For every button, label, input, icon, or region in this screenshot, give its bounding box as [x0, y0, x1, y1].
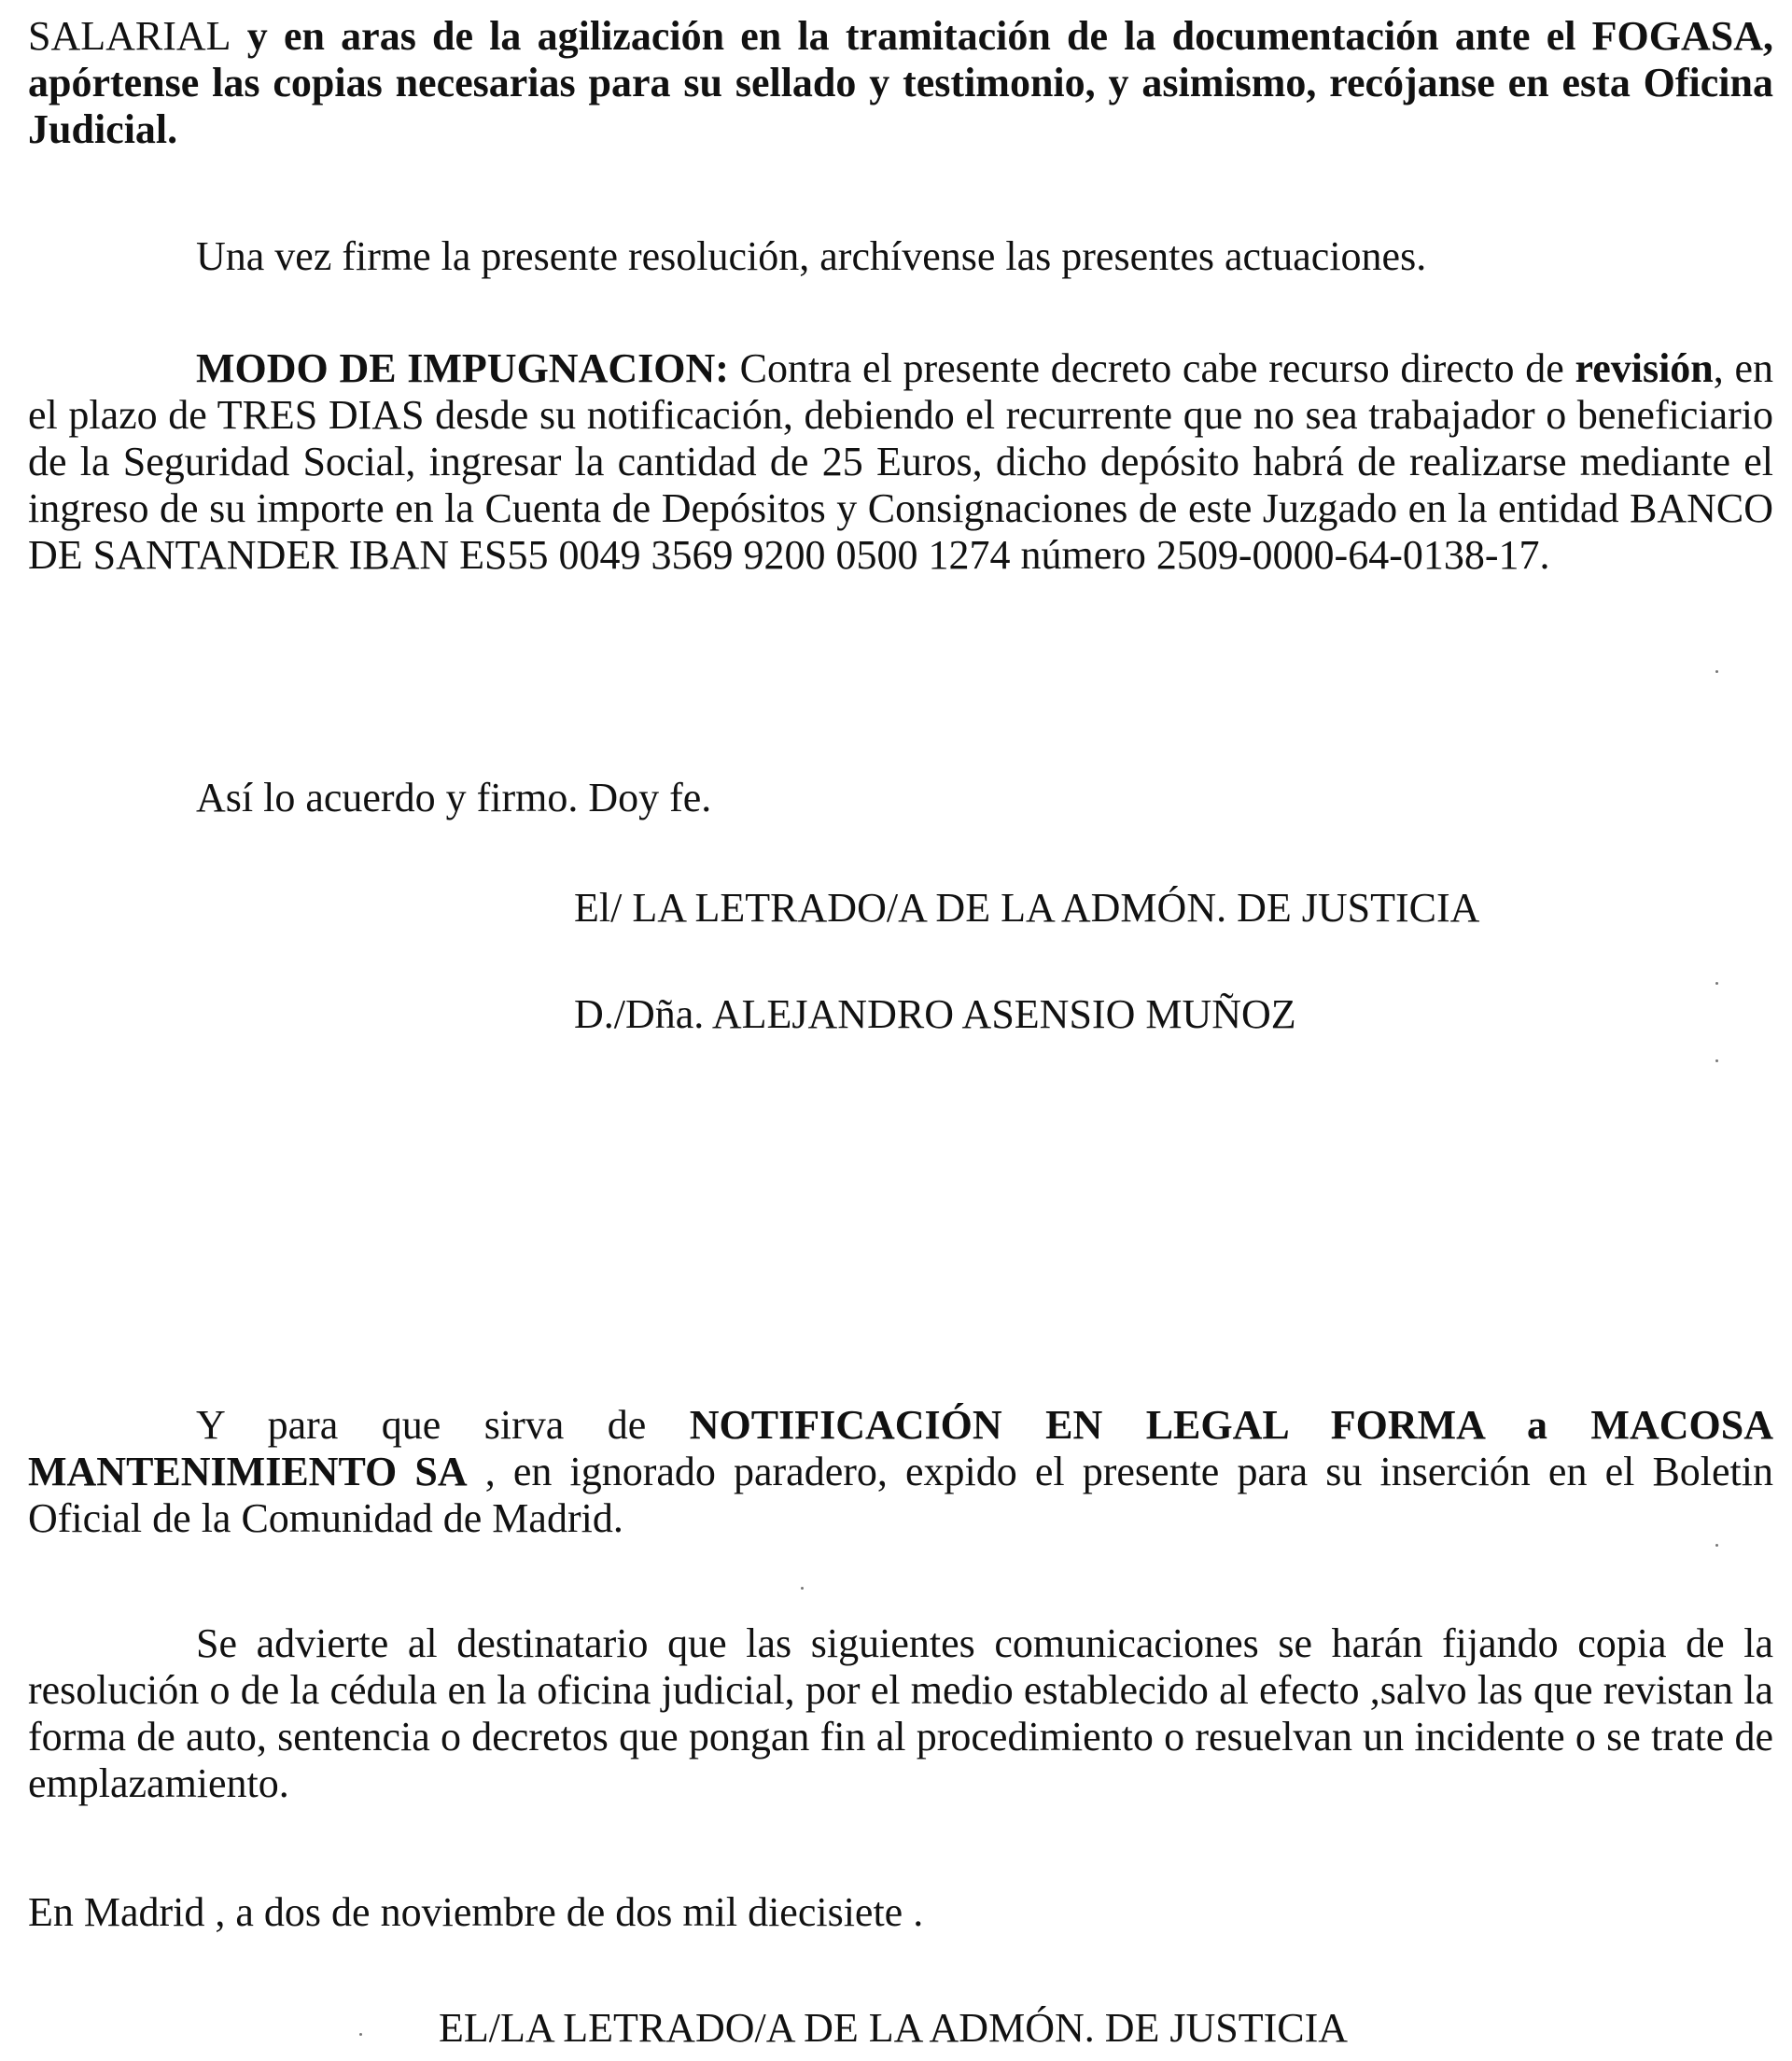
scan-speck [801, 1587, 804, 1590]
scan-speck [1715, 982, 1718, 985]
impugnacion-label: MODO DE IMPUGNACION: [196, 345, 729, 391]
scan-speck [1715, 1059, 1718, 1062]
paragraph-fogasa [28, 13, 1773, 153]
fogasa-bold-text: y en aras de la agilización en la tramitación de la documentación ante el FOGASA, apórtense las copias necesarias para su sellado y testimonio, y asimismo, recójanse en esta Oficina Judicial. [28, 13, 1773, 152]
notificacion-bold: NOTIFICACIÓN EN LEGAL FORMA a MACOSA MANTENIMIENTO SA [28, 1402, 1773, 1494]
paragraph-advertencia: Se advierte al destinatario que las siguientes comunicaciones se harán fijando copia de la resolución o de la cédula en la oficina judicial, por el medio establecido al efecto ,salvo las que revistan la forma de auto, sentencia o decretos que pongan fin al procedimiento o resuelvan un incidente o se trate de emplazamiento. [28, 1620, 1773, 1806]
signature-name-1: D./Dña. ALEJANDRO ASENSIO MUÑOZ [574, 991, 1296, 1037]
paragraph-impugnacion [28, 345, 1773, 579]
signature-title-2: EL/LA LETRADO/A DE LA ADMÓN. DE JUSTICIA [439, 2005, 1349, 2051]
impugnacion-text-2: , en el plazo de TRES DIAS desde su notificación, debiendo el recurrente que no sea trabajador o beneficiario de la Seguridad Social, ingresar la cantidad de 25 Euros, dicho depósito habrá de realizarse mediante el ingreso de su importe en la Cuenta de Depósitos y Consignaciones de este Juzgado en la entidad BANCO DE SANTANDER IBAN ES55 0049 3569 9200 0500 1274 número 2509-0000-64-0138-17. [28, 345, 1774, 578]
salarial-text: SALARIAL [28, 13, 231, 59]
signature-title-1: El/ LA LETRADO/A DE LA ADMÓN. DE JUSTICIA [574, 885, 1480, 931]
paragraph-firme: Una vez firme la presente resolución, archívense las presentes actuaciones. [196, 233, 1427, 279]
scan-speck [1715, 670, 1718, 673]
impugnacion-text-1: Contra el presente decreto cabe recurso directo de [728, 345, 1575, 391]
scan-speck [1715, 1544, 1718, 1547]
scan-speck [359, 2033, 362, 2036]
notificacion-text-2: , en ignorado paradero, expido el presente para su inserción en el Boletin Oficial de la Comunidad de Madrid. [28, 1449, 1773, 1541]
paragraph-notificacion [28, 1402, 1773, 1542]
revision-bold: revisión [1575, 345, 1714, 391]
notificacion-text-1: Y para que sirva de [196, 1402, 690, 1448]
paragraph-fecha: En Madrid , a dos de noviembre de dos mil diecisiete . [28, 1889, 924, 1935]
paragraph-acuerdo: Así lo acuerdo y firmo. Doy fe. [196, 775, 712, 820]
